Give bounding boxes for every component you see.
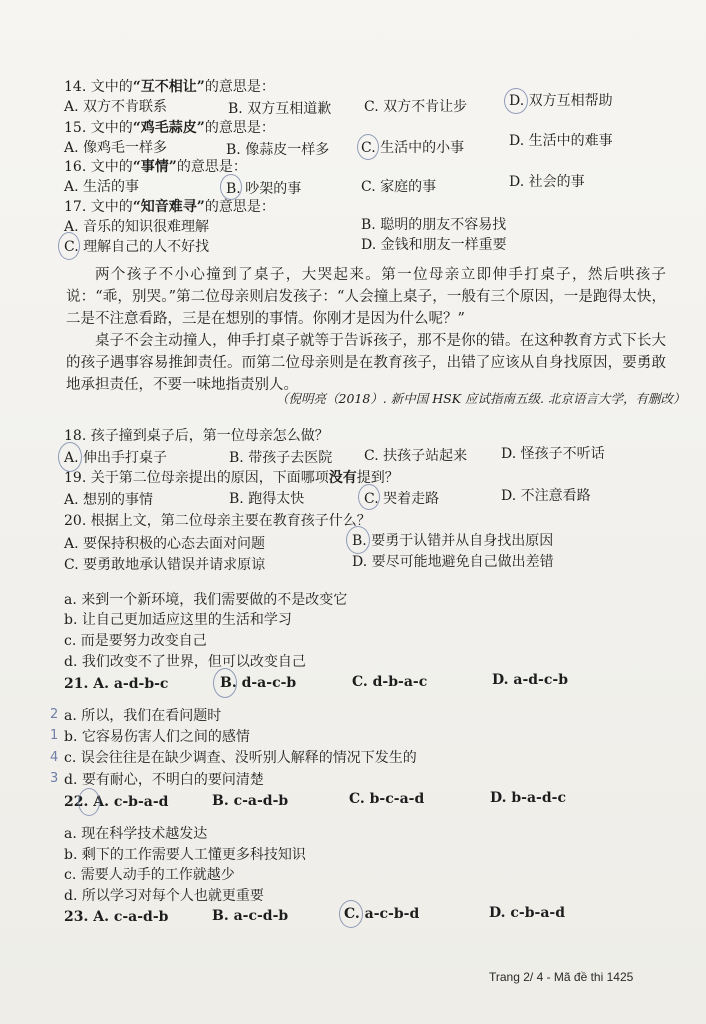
- option-16c[interactable]: C. 家庭的事: [361, 179, 437, 195]
- question-suffix: 的意思是：: [204, 199, 275, 215]
- option-22d[interactable]: D. b-a-d-c: [490, 790, 566, 806]
- option-19d[interactable]: D. 不注意看路: [501, 488, 591, 504]
- q21-line-b: b. 让自己更加适应这里的生活和学习: [64, 612, 292, 628]
- question-18: 18. 孩子撞到桌子后，第一位母亲怎么做？: [64, 428, 329, 444]
- q22-line-a: a. 所以，我们在看问题时: [64, 708, 222, 724]
- question-keyword: “互不相让”: [132, 79, 205, 95]
- question-suffix: 的意思是：: [204, 79, 275, 95]
- question-prefix: 15. 文中的: [64, 120, 133, 136]
- question-keyword: 没有: [328, 470, 357, 486]
- option-21c[interactable]: C. d-b-a-c: [352, 674, 428, 690]
- option-21d[interactable]: D. a-d-c-b: [492, 672, 568, 688]
- option-16d[interactable]: D. 社会的事: [509, 174, 585, 190]
- answer-circle-21b: [213, 668, 237, 698]
- option-17b[interactable]: B. 聪明的朋友不容易找: [361, 217, 507, 233]
- q21-line-a: a. 来到一个新环境，我们需要做的不是改变它: [64, 592, 348, 608]
- question-prefix: 17. 文中的: [64, 199, 133, 215]
- q23-line-d: d. 所以学习对每个人也就更重要: [64, 888, 264, 904]
- question-keyword: “事情”: [132, 159, 177, 175]
- q21-line-d: d. 我们改变不了世界，但可以改变自己: [64, 654, 306, 670]
- handwritten-number: 1: [50, 728, 59, 743]
- option-15b[interactable]: B. 像蒜皮一样多: [226, 142, 330, 158]
- question-prefix: 16. 文中的: [64, 159, 133, 175]
- option-14d[interactable]: D. 双方互相帮助: [509, 93, 613, 109]
- option-18d[interactable]: D. 怪孩子不听话: [501, 446, 605, 462]
- answer-circle-16b: [220, 174, 242, 200]
- question-17: [64, 198, 275, 216]
- option-19a[interactable]: A. 想别的事情: [64, 492, 154, 508]
- reading-passage: [66, 264, 666, 396]
- option-20b[interactable]: B. 要勇于认错并从自身找出原因: [352, 533, 554, 549]
- option-23d[interactable]: D. c-b-a-d: [489, 905, 565, 921]
- handwritten-number: 4: [50, 750, 59, 765]
- question-15: [64, 119, 275, 137]
- option-16a[interactable]: A. 生活的事: [64, 179, 140, 195]
- answer-circle-20b: [346, 526, 370, 554]
- q23-line-a: a. 现在科学技术越发达: [64, 826, 208, 842]
- answer-circle-15c: [357, 134, 379, 160]
- q22-line-c: c. 误会往往是在缺少调查、没听别人解释的情况下发生的: [64, 750, 417, 766]
- option-15a[interactable]: A. 像鸡毛一样多: [64, 140, 168, 156]
- question-20: 20. 根据上文，第二位母亲主要在教育孩子什么？: [64, 513, 371, 529]
- handwritten-number: 2: [50, 707, 59, 722]
- option-23a[interactable]: 23. A. c-a-d-b: [64, 909, 169, 925]
- option-19c[interactable]: C. 哭着走路: [364, 491, 440, 507]
- option-23b[interactable]: B. a-c-d-b: [212, 908, 289, 924]
- option-14a[interactable]: A. 双方不肯联系: [64, 99, 168, 115]
- question-suffix: 提到？: [356, 470, 399, 486]
- option-20c[interactable]: C. 要勇敢地承认错误并请求原谅: [64, 557, 266, 573]
- question-16: [64, 158, 247, 176]
- option-22a[interactable]: 22. A. c-b-a-d: [64, 794, 169, 810]
- option-14c[interactable]: C. 双方不肯让步: [364, 99, 468, 115]
- q22-line-d: d. 要有耐心，不明白的要问清楚: [64, 772, 264, 788]
- question-19: [64, 469, 399, 487]
- passage-source: （倪明亮（2018）. 新中国 HSK 应试指南五级. 北京语言大学，有删改）: [276, 391, 686, 406]
- question-prefix: 19. 关于第二位母亲提出的原因，下面哪项: [64, 470, 329, 486]
- question-keyword: “鸡毛蒜皮”: [132, 120, 205, 136]
- option-22b[interactable]: B. c-a-d-b: [212, 793, 289, 809]
- answer-circle-18a: [58, 442, 82, 472]
- q21-line-c: c. 而是要努力改变自己: [64, 633, 207, 649]
- option-15c[interactable]: C. 生活中的小事: [361, 140, 465, 156]
- option-22c[interactable]: C. b-c-a-d: [349, 791, 425, 807]
- option-18c[interactable]: C. 扶孩子站起来: [364, 448, 468, 464]
- option-18b[interactable]: B. 带孩子去医院: [229, 450, 333, 466]
- handwritten-number: 3: [50, 771, 59, 786]
- q23-line-c: c. 需要人动手的工作就越少: [64, 867, 235, 883]
- q23-line-b: b. 剩下的工作需要人工懂更多科技知识: [64, 847, 306, 863]
- option-17d[interactable]: D. 金钱和朋友一样重要: [361, 237, 507, 253]
- option-20a[interactable]: A. 要保持积极的心态去面对问题: [64, 536, 266, 552]
- question-keyword: “知音难寻”: [132, 199, 205, 215]
- option-18a[interactable]: A. 伸出手打桌子: [64, 450, 168, 466]
- answer-circle-14d: [504, 88, 528, 114]
- question-prefix: 14. 文中的: [64, 79, 133, 95]
- option-16b[interactable]: B. 吵架的事: [226, 181, 302, 197]
- option-20d[interactable]: D. 要尽可能地避免自己做出差错: [352, 554, 554, 570]
- answer-circle-17c: [58, 232, 80, 260]
- option-21b[interactable]: B. d-a-c-b: [220, 675, 297, 691]
- option-23c[interactable]: C. a-c-b-d: [344, 906, 420, 922]
- option-19b[interactable]: B. 跑得太快: [229, 491, 305, 507]
- answer-circle-19c: [358, 484, 380, 510]
- passage-paragraph-2: 桌子不会主动撞人，伸手打桌子就等于告诉孩子，那不是你的错。在这种教育方式下长大的孩子遇事容易推卸责任。而第二位母亲则是在教育孩子，出错了应该从自身找原因，要勇敢地承担责任，不要一味地指责别人。: [66, 333, 666, 393]
- option-17c[interactable]: C. 理解自己的人不好找: [64, 239, 210, 255]
- answer-circle-22a: [78, 788, 100, 816]
- page-footer: Trang 2/ 4 - Mã đề thi 1425: [489, 970, 634, 984]
- q22-line-b: b. 它容易伤害人们之间的感情: [64, 729, 250, 745]
- passage-paragraph-1: 两个孩子不小心撞到了桌子，大哭起来。第一位母亲立即伸手打桌子，然后哄孩子说：“乖，别哭。”第二位母亲则启发孩子：“人会撞上桌子，一般有三个原因，一是跑得太快，二是不注意看路，三是在想别的事情。你刚才是因为什么呢？”: [66, 267, 666, 327]
- option-15d[interactable]: D. 生活中的难事: [509, 133, 613, 149]
- question-suffix: 的意思是：: [204, 120, 275, 136]
- option-21a[interactable]: 21. A. a-d-b-c: [64, 676, 169, 692]
- option-17a[interactable]: A. 音乐的知识很难理解: [64, 219, 210, 235]
- option-14b[interactable]: B. 双方互相道歉: [228, 101, 332, 117]
- answer-circle-23c: [339, 900, 363, 928]
- question-14: [64, 78, 275, 96]
- question-suffix: 的意思是：: [176, 159, 247, 175]
